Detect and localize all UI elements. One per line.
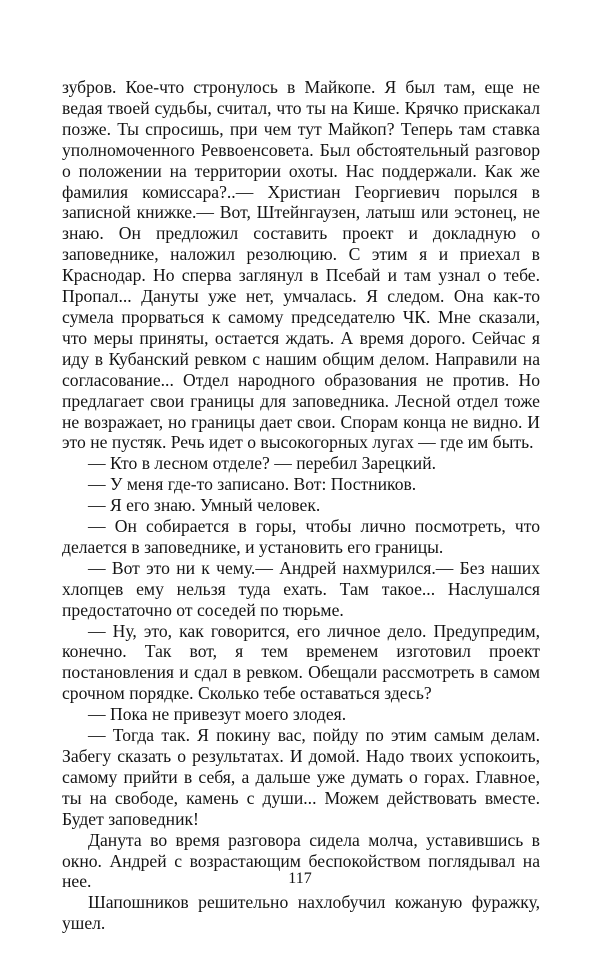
- page-number: 117: [288, 870, 312, 887]
- paragraph-4: — Я его знаю. Умный человек.: [88, 495, 321, 516]
- paragraph-11: Шапошников решительно нахлобучил кожаную фуражку, ушел.: [62, 892, 540, 934]
- paragraph-3: — У меня где-то записано. Вот: Постников.: [88, 474, 417, 495]
- paragraph-9: — Тогда так. Я покину вас, пойду по этим самым делам. Забегу сказать о результатах. И домой. Надо твоих успокоить, самому прийти в себя, а дальше уже думать о горах. Главное, ты на свободе, камень с души... Можем действовать вместе. Будет заповедник!: [62, 725, 540, 829]
- paragraph-5: — Он собирается в горы, чтобы лично посмотреть, что делается в заповеднике, и установить его границы.: [62, 516, 540, 557]
- paragraph-2: — Кто в лесном отделе? — перебил Зарецкий.: [88, 453, 437, 474]
- paragraph-6: — Вот это ни к чему.— Андрей нахмурился.— Без наших хлопцев ему нельзя туда ехать. Там такое... Наслушался предостаточно от соседей по тюрьме.: [62, 557, 540, 620]
- body-text: [62, 77, 540, 934]
- paragraph-10: Данута во время разговора сидела молча, уставившись в окно. Андрей с возрастающим беспокойством поглядывал на нее.: [62, 829, 540, 892]
- paragraph-7: — Ну, это, как говорится, его личное дело. Предупредим, конечно. Так вот, я тем временем изготовил проект постановления и сдал в ревком. Обещали рассмотреть в самом срочном порядке. Сколько тебе оставаться здесь?: [62, 620, 540, 704]
- paragraph-1: зубров. Кое-что стронулось в Майкопе. Я был там, еще не ведая твоей судьбы, считал, что ты на Кише. Крячко прискакал позже. Ты спросишь, при чем тут Майкоп? Теперь там ставка уполномоченного Реввоенсовета. Был обстоятельный разговор о положении на территории охоты. Нас поддержали. Как же фамилия комиссара?..— Христиан Георгиевич порылся в записной книжке.— Вот, Штейнгаузен, латыш или эстонец, не знаю. Он предложил составить проект и докладную о заповеднике, наложил резолюцию. С этим я и приехал в Краснодар. Но сперва заглянул в Псебай и там узнал о тебе. Пропал... Дануты уже нет, умчалась. Я следом. Она как-то сумела прорваться к самому председателю ЧК. Мне сказали, что меры приняты, остается ждать. А время дорого. Сейчас я иду в Кубанский ревком с нашим общим делом. Направили на согласование... Отдел народного образования не против. Но предлагает свои границы для заповедника. Лесной отдел тоже не возражает, но границы дает свои. Спорам конца не видно. И это не пустяк. Речь идет о высокогорных лугах — где им быть.: [62, 77, 540, 453]
- paragraph-8: — Пока не привезут моего злодея.: [88, 704, 347, 725]
